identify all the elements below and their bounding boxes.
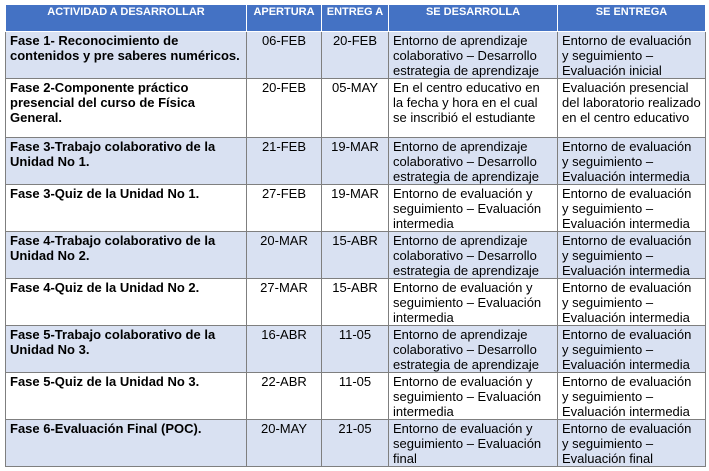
header-apertura: APERTURA — [247, 5, 322, 32]
table-row — [6, 79, 706, 138]
cell-se-entrega: Entorno de evaluación y seguimiento – Evaluación final — [558, 420, 706, 467]
table-row — [6, 138, 706, 185]
cell-actividad: Fase 4-Trabajo colaborativo de la Unidad No 2. — [6, 232, 247, 279]
cell-entrega: 15-ABR — [322, 232, 389, 279]
header-actividad: ACTIVIDAD A DESARROLLAR — [6, 5, 247, 32]
cell-apertura: 20-MAR — [247, 232, 322, 279]
cell-entrega: 11-05 — [322, 326, 389, 373]
table-row — [6, 373, 706, 420]
cell-apertura: 16-ABR — [247, 326, 322, 373]
cell-actividad: Fase 5-Trabajo colaborativo de la Unidad No 3. — [6, 326, 247, 373]
cell-entrega: 20-FEB — [322, 32, 389, 79]
cell-entrega: 19-MAR — [322, 185, 389, 232]
cell-actividad: Fase 3-Quiz de la Unidad No 1. — [6, 185, 247, 232]
cell-actividad: Fase 4-Quiz de la Unidad No 2. — [6, 279, 247, 326]
cell-apertura: 06-FEB — [247, 32, 322, 79]
cell-desarrolla: Entorno de evaluación y seguimiento – Evaluación intermedia — [389, 185, 558, 232]
cell-apertura: 20-MAY — [247, 420, 322, 467]
cell-se-entrega: Entorno de evaluación y seguimiento – Evaluación intermedia — [558, 279, 706, 326]
cell-actividad: Fase 2-Componente práctico presencial del curso de Física General. — [6, 79, 247, 138]
cell-entrega: 19-MAR — [322, 138, 389, 185]
header-entrega: ENTREG A — [322, 5, 389, 32]
cell-apertura: 22-ABR — [247, 373, 322, 420]
cell-actividad: Fase 6-Evaluación Final (POC). — [6, 420, 247, 467]
cell-apertura: 27-FEB — [247, 185, 322, 232]
table-row — [6, 279, 706, 326]
cell-desarrolla: En el centro educativo en la fecha y hora en el cual se inscribió el estudiante — [389, 79, 558, 138]
cell-desarrolla: Entorno de evaluación y seguimiento – Evaluación intermedia — [389, 373, 558, 420]
cell-entrega: 15-ABR — [322, 279, 389, 326]
cell-apertura: 27-MAR — [247, 279, 322, 326]
cell-apertura: 21-FEB — [247, 138, 322, 185]
cell-se-entrega: Entorno de evaluación y seguimiento – Evaluación intermedia — [558, 138, 706, 185]
cell-desarrolla: Entorno de aprendizaje colaborativo – Desarrollo estrategia de aprendizaje — [389, 232, 558, 279]
cell-entrega: 05-MAY — [322, 79, 389, 138]
cell-actividad: Fase 5-Quiz de la Unidad No 3. — [6, 373, 247, 420]
header-row — [6, 5, 706, 32]
header-se-desarrolla: SE DESARROLLA — [389, 5, 558, 32]
cell-actividad: Fase 1- Reconocimiento de contenidos y pre saberes numéricos. — [6, 32, 247, 79]
cell-apertura: 20-FEB — [247, 79, 322, 138]
cell-desarrolla: Entorno de aprendizaje colaborativo – Desarrollo estrategia de aprendizaje — [389, 326, 558, 373]
cell-desarrolla: Entorno de aprendizaje colaborativo – Desarrollo estrategia de aprendizaje — [389, 32, 558, 79]
cell-desarrolla: Entorno de evaluación y seguimiento – Evaluación final — [389, 420, 558, 467]
cell-se-entrega: Entorno de evaluación y seguimiento – Evaluación intermedia — [558, 232, 706, 279]
cell-desarrolla: Entorno de aprendizaje colaborativo – Desarrollo estrategia de aprendizaje — [389, 138, 558, 185]
header-se-entrega: SE ENTREGA — [558, 5, 706, 32]
table-row — [6, 326, 706, 373]
cell-desarrolla: Entorno de evaluación y seguimiento – Evaluación intermedia — [389, 279, 558, 326]
cell-se-entrega: Entorno de evaluación y seguimiento – Evaluación inicial — [558, 32, 706, 79]
cell-se-entrega: Entorno de evaluación y seguimiento – Evaluación intermedia — [558, 373, 706, 420]
table-row — [6, 185, 706, 232]
table-row — [6, 232, 706, 279]
cell-se-entrega: Evaluación presencial del laboratorio realizado en el centro educativo — [558, 79, 706, 138]
table-row — [6, 420, 706, 467]
table-row — [6, 32, 706, 79]
cell-se-entrega: Entorno de evaluación y seguimiento – Evaluación intermedia — [558, 326, 706, 373]
activity-schedule-table — [5, 4, 706, 467]
cell-entrega: 21-05 — [322, 420, 389, 467]
cell-entrega: 11-05 — [322, 373, 389, 420]
cell-actividad: Fase 3-Trabajo colaborativo de la Unidad No 1. — [6, 138, 247, 185]
cell-se-entrega: Entorno de evaluación y seguimiento – Evaluación intermedia — [558, 185, 706, 232]
